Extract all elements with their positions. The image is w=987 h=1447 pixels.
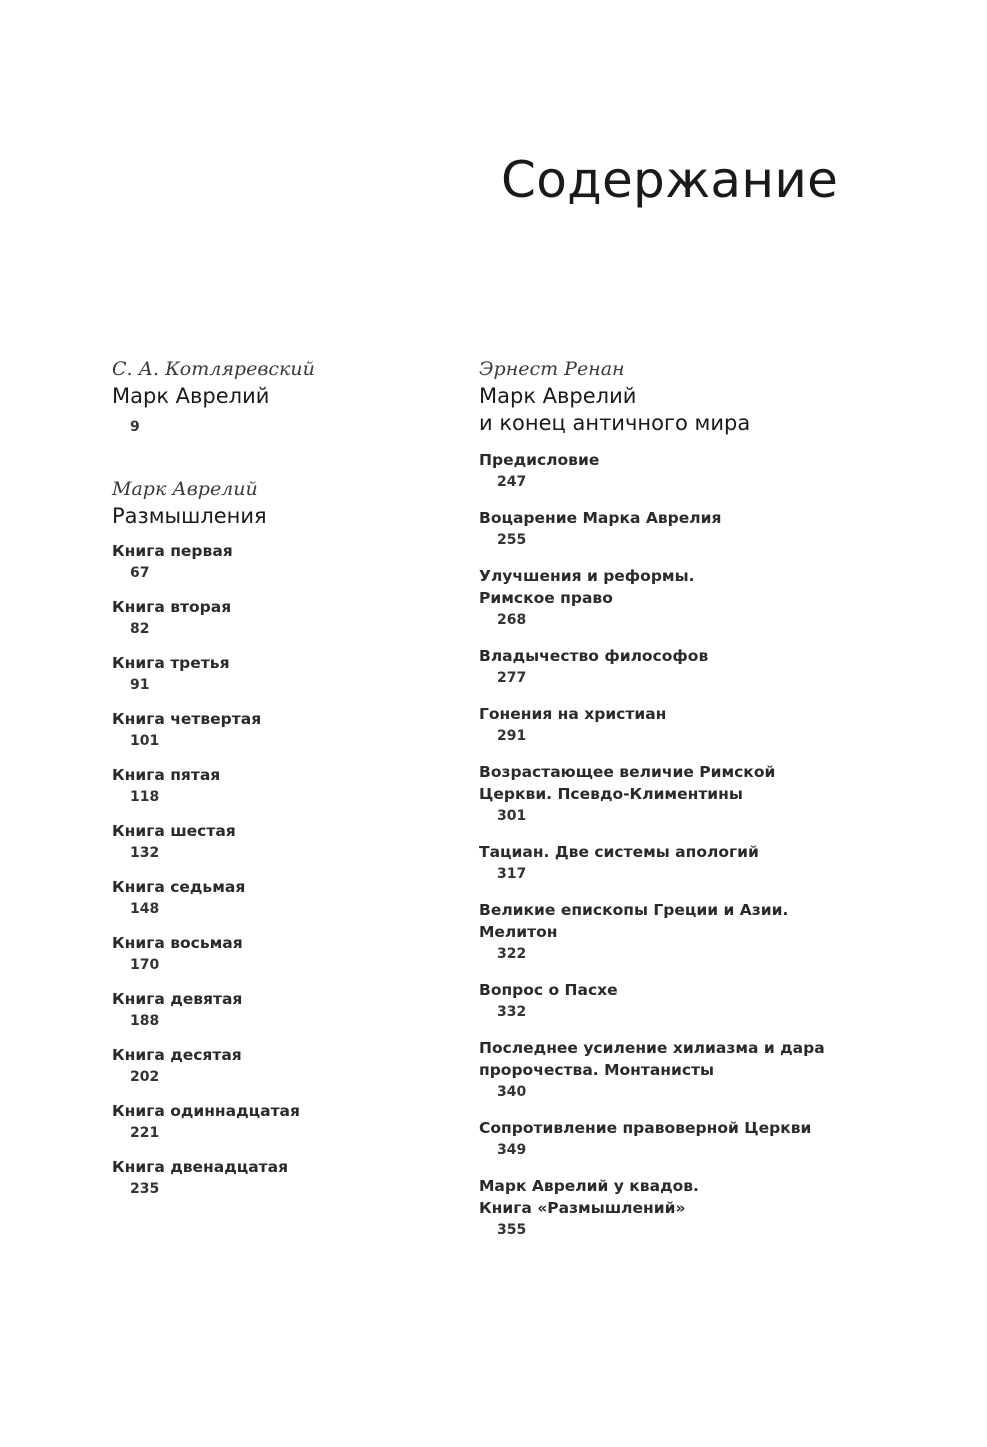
toc-entry[interactable] [112, 1156, 442, 1200]
toc-entry-list [112, 540, 442, 1200]
entry-line: Улучшения и реформы. [479, 567, 695, 585]
toc-entry[interactable] [112, 988, 442, 1032]
entry-line: Церкви. Псевдо-Климентины [479, 785, 743, 803]
toc-section-kotlyarevsky [112, 356, 442, 438]
page-number: 332 [497, 1004, 527, 1020]
toc-entry[interactable] [479, 1117, 879, 1161]
toc-right-column [479, 356, 879, 1255]
section-author: Эрнест Ренан [479, 358, 625, 380]
toc-entry[interactable] [479, 841, 879, 885]
toc-entry[interactable] [112, 932, 442, 976]
page-number: 101 [130, 733, 160, 749]
section-work-title[interactable] [112, 383, 442, 410]
toc-entry[interactable] [479, 1175, 879, 1241]
page-number: 349 [497, 1142, 527, 1158]
entry-label [479, 761, 879, 805]
entry-line: Римское право [479, 589, 613, 607]
section-author: Марк Аврелий [112, 478, 258, 500]
entry-label: Книга вторая [112, 598, 232, 616]
toc-entry[interactable] [479, 703, 879, 747]
toc-entry[interactable] [112, 1044, 442, 1088]
toc-entry[interactable] [112, 820, 442, 864]
toc-entry[interactable] [112, 876, 442, 920]
page-number: 277 [497, 670, 527, 686]
entry-label [479, 565, 879, 609]
page-number: 148 [130, 901, 160, 917]
page-number: 67 [130, 565, 150, 581]
toc-entry[interactable] [112, 652, 442, 696]
page-number: 202 [130, 1069, 160, 1085]
entry-label [479, 507, 879, 529]
entry-label [479, 703, 879, 725]
page-number: 118 [130, 789, 160, 805]
toc-entry[interactable] [112, 596, 442, 640]
work-title-line: Марк Аврелий [112, 384, 270, 408]
toc-entry[interactable] [112, 764, 442, 808]
toc-section-meditations [112, 476, 442, 1200]
entry-label [479, 645, 879, 667]
toc-entry-list [479, 449, 879, 1241]
entry-line: Мелитон [479, 923, 558, 941]
page-number: 322 [497, 946, 527, 962]
entry-label: Книга девятая [112, 990, 243, 1008]
work-title-line: Марк Аврелий [479, 384, 637, 408]
page-number: 132 [130, 845, 160, 861]
toc-entry[interactable] [479, 565, 879, 631]
page-number: 82 [130, 621, 150, 637]
work-title-line: и конец античного мира [479, 411, 751, 435]
page-title: Содержание [501, 151, 839, 209]
entry-label [479, 449, 879, 471]
entry-line: Воцарение Марка Аврелия [479, 509, 722, 527]
entry-label: Книга седьмая [112, 878, 246, 896]
page-number: 317 [497, 866, 527, 882]
entry-label: Книга восьмая [112, 934, 243, 952]
toc-entry[interactable] [479, 449, 879, 493]
toc-entry[interactable] [479, 507, 879, 551]
page-number: 301 [497, 808, 527, 824]
entry-label [479, 979, 879, 1001]
page-number: 188 [130, 1013, 160, 1029]
entry-label: Книга пятая [112, 766, 221, 784]
page-number: 355 [497, 1222, 527, 1238]
toc-left-column [112, 356, 442, 1212]
page-number: 247 [497, 474, 527, 490]
work-title-line: Размышления [112, 504, 267, 528]
section-work-title[interactable] [112, 503, 442, 530]
entry-line: Марк Аврелий у квадов. [479, 1177, 699, 1195]
entry-line: Владычество философов [479, 647, 709, 665]
page-number: 221 [130, 1125, 160, 1141]
entry-label: Книга третья [112, 654, 230, 672]
entry-label [479, 1175, 879, 1219]
page-number: 170 [130, 957, 160, 973]
toc-entry[interactable] [479, 645, 879, 689]
entry-label: Книга четвертая [112, 710, 262, 728]
section-author: С. А. Котляревский [112, 358, 315, 380]
entry-line: Гонения на христиан [479, 705, 667, 723]
entry-label: Книга десятая [112, 1046, 242, 1064]
entry-label [479, 841, 879, 863]
page-number: 235 [130, 1181, 160, 1197]
toc-entry[interactable] [479, 761, 879, 827]
entry-label: Книга первая [112, 542, 233, 560]
toc-entry[interactable] [479, 979, 879, 1023]
page-number: 268 [497, 612, 527, 628]
entry-label: Книга двенадцатая [112, 1158, 289, 1176]
toc-entry[interactable] [112, 708, 442, 752]
entry-line: пророчества. Монтанисты [479, 1061, 715, 1079]
entry-label [479, 899, 879, 943]
entry-line: Тациан. Две системы апологий [479, 843, 759, 861]
entry-line: Сопротивление правоверной Церкви [479, 1119, 812, 1137]
toc-entry[interactable] [479, 899, 879, 965]
entry-label: Книга одиннадцатая [112, 1102, 300, 1120]
toc-entry[interactable] [112, 540, 442, 584]
entry-label [479, 1037, 879, 1081]
toc-entry[interactable] [479, 1037, 879, 1103]
entry-label [479, 1117, 879, 1139]
entry-line: Великие епископы Греции и Азии. [479, 901, 789, 919]
page-number: 340 [497, 1084, 527, 1100]
page-number: 91 [130, 677, 150, 693]
entry-line: Возрастающее величие Римской [479, 763, 776, 781]
entry-line: Вопрос о Пасхе [479, 981, 618, 999]
toc-entry[interactable] [112, 1100, 442, 1144]
page-number: 291 [497, 728, 527, 744]
entry-line: Последнее усиление хилиазма и дара [479, 1039, 825, 1057]
section-work-title[interactable] [479, 383, 879, 437]
page-number: 255 [497, 532, 527, 548]
entry-label: Книга шестая [112, 822, 236, 840]
entry-line: Предисловие [479, 451, 600, 469]
entry-line: Книга «Размышлений» [479, 1199, 686, 1217]
page-number[interactable]: 9 [130, 419, 140, 435]
